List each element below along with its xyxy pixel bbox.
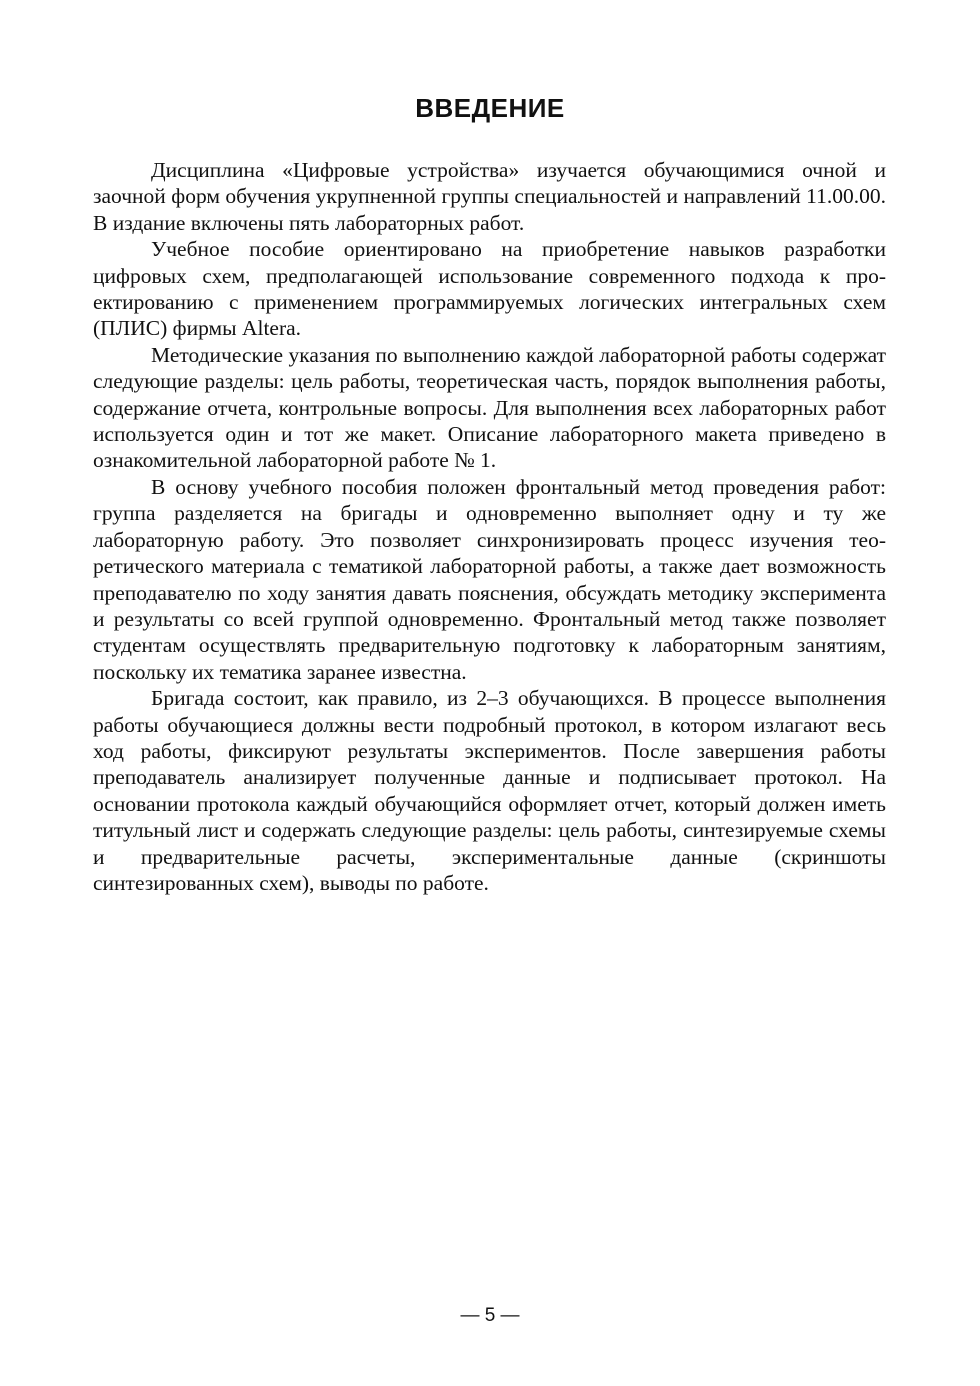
paragraph-1: Дисциплина «Цифровые устройства» изучается обучающимися очной и заочной форм обучения укрупненной группы специальностей и направлений 11.00.00. В издание включены пять лабораторных работ. — [93, 158, 886, 235]
paragraph-4: В основу учебного пособия положен фронтальный метод проведения работ: группа разделяется на бригады и одновременно выполняет одну и ту же лабораторную работу. Это позволяет синхронизировать процесс изучения теоретического материала с тематикой лабораторной работы, а также дает возможность преподавателю по ходу занятия давать пояснения, обсуждать методику эксперимента и результаты со всей группой одновременно. Фронтальный метод также позволяет студентам осуществлять предварительную подготовку к лабораторным занятиям, поскольку их тематика заранее известна. — [93, 474, 886, 684]
paragraph-5: Бригада состоит, как правило, из 2–3 обучающихся. В процессе выполнения работы обучающиеся должны вести подробный протокол, в котором излагают весь ход работы, фиксируют результаты экспериментов. После завершения работы преподаватель анализирует полученные данные и подписывает протокол. На основании протокола каждый обучающийся оформляет отчет, который должен иметь титульный лист и содержать следующие разделы: цель работы, синтезируемые схемы и предварительные расчеты, экспериментальные данные (скриншоты синтезированных схем), выводы по работе. — [93, 686, 886, 895]
page-title: ВВЕДЕНИЕ — [415, 93, 565, 123]
body-text — [93, 157, 886, 896]
page-number: — 5 — — [460, 1305, 520, 1326]
paragraph-3: Методические указания по выполнению каждой лабораторной работы содержат следующие разделы: цель работы, теоретическая часть, порядок выполнения работы, содержание отчета, контрольные вопросы. Для выполнения всех лабораторных работ используется один и тот же макет. Описание лабораторного макета приведено в ознакомительной лабораторной работе № 1. — [93, 342, 886, 473]
paragraph-2: Учебное пособие ориентировано на приобретение навыков разработки цифровых схем, предполагающей использование современного подхода к проектированию с применением программируемых логических интегральных схем (ПЛИС) фирмы Altera. — [93, 237, 886, 341]
